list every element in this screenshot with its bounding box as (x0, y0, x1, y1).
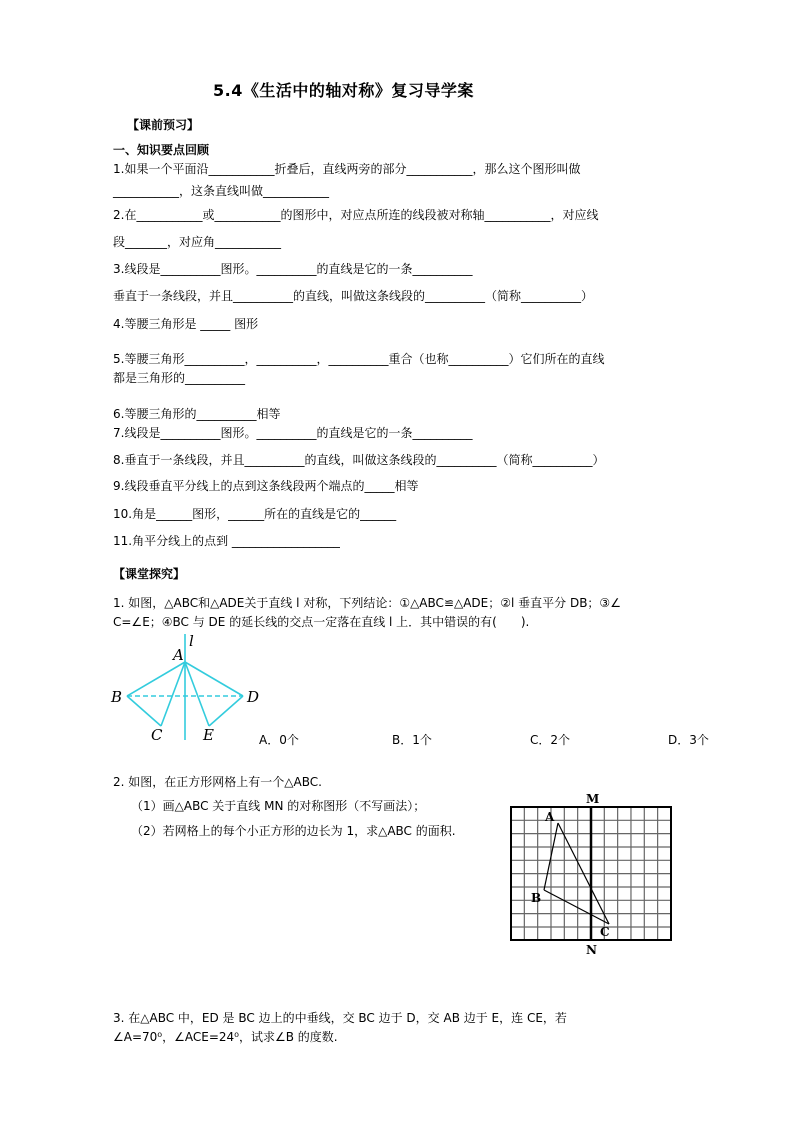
label-b: B (111, 688, 123, 706)
segment-de (209, 696, 243, 726)
q3-line1: 3. 在△ABC 中，ED 是 BC 边上的中垂线，交 BC 边于 D，交 AB 边于 E，连 CE，若 (113, 1011, 567, 1025)
segment-ae (185, 662, 209, 726)
q1-option-b: B．1个 (392, 733, 432, 747)
label-a: A (545, 810, 555, 824)
item-line: 5.等腰三角形__________，__________，__________重合（也称__________）它们所在的直线 (113, 352, 605, 366)
label-n: N (586, 943, 597, 957)
page-title: 5.4《生活中的轴对称》复习导学案 (213, 81, 474, 100)
q1-line2: C=∠E；④BC 与 DE 的延长线的交点一定落在直线 l 上．其中错误的有( ). (113, 615, 530, 629)
q1-figure (105, 628, 275, 748)
q2-grid-figure (500, 788, 690, 958)
item-line: 1.如果一个平面沿___________折叠后，直线两旁的部分___________，那么这个图形叫做 (113, 162, 581, 176)
item-line: 6.等腰三角形的__________相等 (113, 407, 281, 421)
label-m: M (586, 792, 600, 806)
item-line: 3.线段是__________图形。__________的直线是它的一条__________ (113, 262, 473, 276)
q2-line1: 2. 如图，在正方形网格上有一个△ABC. (113, 775, 322, 789)
item-line: 4.等腰三角形是 _____ 图形 (113, 317, 259, 331)
q3-line2: ∠A=70⁰，∠ACE=24⁰，试求∠B 的度数. (113, 1030, 338, 1044)
item-line: 2.在___________或___________的图形中，对应点所连的线段被对称轴___________，对应线 (113, 208, 599, 222)
item-line: 9.线段垂直平分线上的点到这条线段两个端点的_____相等 (113, 479, 419, 493)
segment-bc (127, 696, 161, 726)
label-c: C (600, 925, 610, 939)
class-header: 【课堂探究】 (113, 567, 186, 581)
item-line: 8.垂直于一条线段，并且__________的直线，叫做这条线段的__________（简称__________） (113, 453, 605, 467)
label-b: B (531, 891, 542, 905)
item-line: 11.角平分线上的点到 __________________ (113, 534, 340, 548)
item-line: 10.角是______图形，______所在的直线是它的______ (113, 507, 397, 521)
segment-ad (185, 662, 243, 696)
segment-ac (161, 662, 185, 726)
label-a: A (173, 646, 184, 664)
q2-line3: （2）若网格上的每个小正方形的边长为 1，求△ABC 的面积. (131, 824, 456, 838)
label-c: C (151, 726, 163, 744)
q1-option-a: A．0个 (259, 733, 299, 747)
preview-header: 【课前预习】 (127, 118, 200, 132)
q1-option-c: C．2个 (530, 733, 571, 747)
item-line: 都是三角形的__________ (113, 371, 246, 385)
q1-option-d: D．3个 (668, 733, 709, 747)
item-line: 段_______，对应角___________ (113, 235, 282, 249)
triangle-side-bc (544, 890, 609, 924)
label-d: D (247, 688, 260, 706)
label-e: E (203, 726, 214, 744)
item-line: 7.线段是__________图形。__________的直线是它的一条__________ (113, 426, 473, 440)
q2-line2: （1）画△ABC 关于直线 MN 的对称图形（不写画法）； (131, 799, 426, 813)
item-line: 垂直于一条线段，并且__________的直线，叫做这条线段的__________（简称__________） (113, 289, 594, 303)
item-line: ___________，这条直线叫做___________ (113, 184, 330, 198)
q1-line1: 1. 如图，△ABC和△ADE关于直线 l 对称，下列结论：①△ABC≌△ADE；②l 垂直平分 DB；③∠ (113, 596, 621, 610)
segment-ab (127, 662, 185, 696)
label-l: l (189, 632, 194, 650)
section-header: 一、知识要点回顾 (113, 143, 210, 157)
